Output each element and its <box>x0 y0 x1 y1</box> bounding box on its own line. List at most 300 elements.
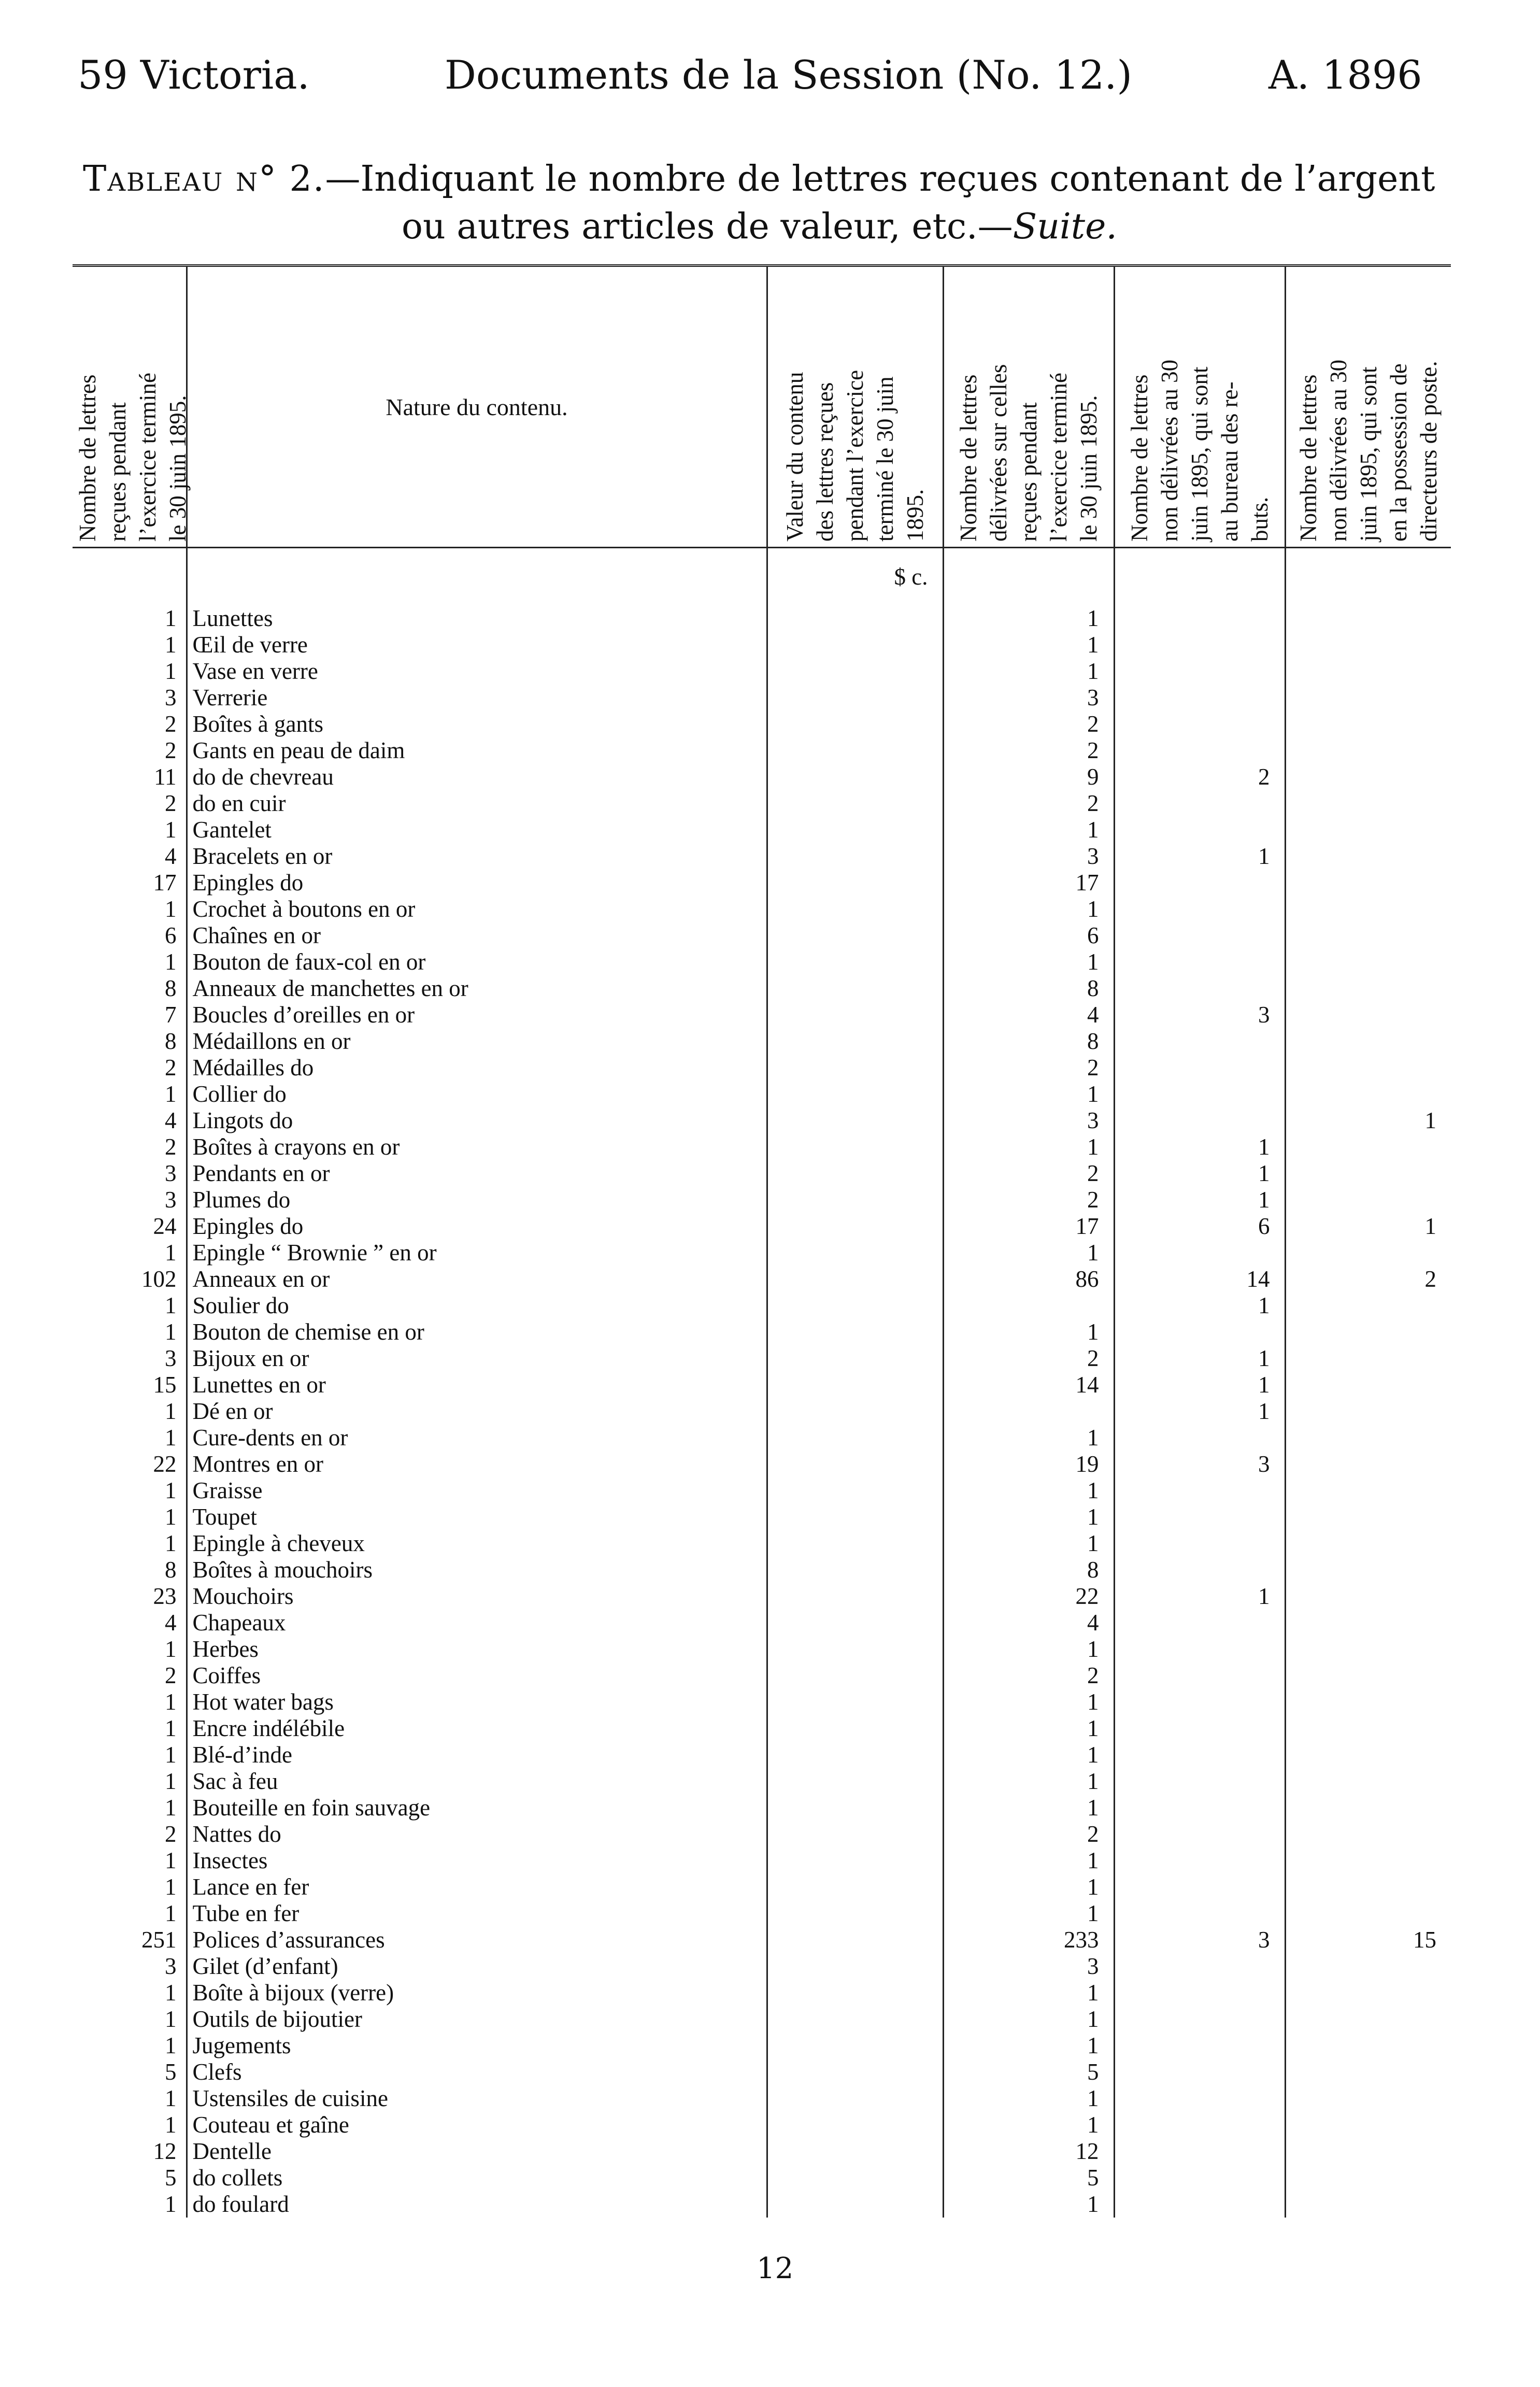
cell-dead-letter-office <box>1114 1715 1285 1742</box>
cell-count: 1 <box>165 1319 177 1345</box>
header-delivered-text: Nombre de lettres délivrées sur celles reçues pendant l’exercice terminé le 30 juin 1895. <box>956 364 1102 542</box>
cell-delivered: 9 <box>943 764 1114 790</box>
cell-delivered: 1 <box>943 2085 1114 2112</box>
cell-delivered: 1 <box>943 2112 1114 2138</box>
header-nature-text: Nature du contenu. <box>386 393 568 420</box>
table-row <box>73 1504 1451 1530</box>
cell-count: 1 <box>165 1477 177 1503</box>
table-row <box>73 658 1451 685</box>
cell-delivered: 2 <box>943 1821 1114 1848</box>
cell-nature: Hot water bags <box>187 1689 767 1715</box>
cell-value <box>767 2059 943 2085</box>
cell-value <box>767 2085 943 2112</box>
cell-delivered: 1 <box>943 1742 1114 1768</box>
cell-postmasters <box>1285 1795 1451 1821</box>
cell-nature: Lunettes <box>187 605 767 632</box>
cell-count: 1 <box>165 2085 177 2111</box>
cell-delivered: 1 <box>943 1477 1114 1504</box>
running-head <box>0 52 1540 109</box>
table-row <box>73 896 1451 922</box>
cell-count: 2 <box>165 790 177 816</box>
cell-count: 1 <box>165 1240 177 1266</box>
cell-dead-letter-office: 1 <box>1114 1187 1285 1213</box>
cell-count: 251 <box>141 1927 177 1953</box>
cell-nature: Chaînes en or <box>187 922 767 949</box>
header-nature <box>187 266 767 548</box>
cell-delivered: 1 <box>943 632 1114 658</box>
cell-delivered: 1 <box>943 658 1114 685</box>
cell-postmasters <box>1285 1372 1451 1398</box>
cell-dead-letter-office <box>1114 2165 1285 2191</box>
cell-delivered: 3 <box>943 843 1114 870</box>
cell-value <box>767 1187 943 1213</box>
cell-value <box>767 2165 943 2191</box>
table-row <box>73 1927 1451 1953</box>
cell-value <box>767 1134 943 1160</box>
cell-dead-letter-office <box>1114 1530 1285 1557</box>
cell-nature: Tube en fer <box>187 1900 767 1927</box>
cell-value <box>767 2006 943 2033</box>
cell-postmasters <box>1285 1557 1451 1583</box>
header-value-text: Valeur du contenu des lettres reçues pendant l’exercice terminé le 30 juin 1895. <box>782 370 928 542</box>
table-title-text-1: —Indiquant le nombre de lettres reçues contenant de l’argent <box>325 159 1435 200</box>
cell-count: 5 <box>165 2059 177 2085</box>
table-row <box>73 632 1451 658</box>
cell-value <box>767 1002 943 1028</box>
cell-nature: Bracelets en or <box>187 843 767 870</box>
units-cell <box>73 548 187 606</box>
cell-count: 102 <box>141 1266 177 1292</box>
cell-postmasters <box>1285 1530 1451 1557</box>
table-row <box>73 605 1451 632</box>
cell-nature: Outils de bijoutier <box>187 2006 767 2033</box>
cell-delivered: 3 <box>943 1107 1114 1134</box>
cell-nature: Epingles do <box>187 1213 767 1240</box>
cell-dead-letter-office <box>1114 2006 1285 2033</box>
table-title <box>83 155 1461 251</box>
cell-postmasters <box>1285 1134 1451 1160</box>
cell-delivered: 6 <box>943 922 1114 949</box>
cell-postmasters <box>1285 1980 1451 2006</box>
table-row <box>73 843 1451 870</box>
cell-dead-letter-office <box>1114 870 1285 896</box>
cell-count: 1 <box>165 2191 177 2217</box>
cell-delivered: 1 <box>943 1240 1114 1266</box>
cell-value <box>767 870 943 896</box>
cell-value <box>767 1319 943 1345</box>
cell-count: 8 <box>165 975 177 1001</box>
cell-delivered: 86 <box>943 1266 1114 1292</box>
table-row <box>73 1292 1451 1319</box>
cell-count: 1 <box>165 1742 177 1768</box>
cell-dead-letter-office <box>1114 1874 1285 1900</box>
cell-postmasters <box>1285 2165 1451 2191</box>
table-row <box>73 1319 1451 1345</box>
cell-nature: Bijoux en or <box>187 1345 767 1372</box>
units-cell <box>1285 548 1451 606</box>
cell-postmasters <box>1285 1636 1451 1663</box>
cell-dead-letter-office <box>1114 1319 1285 1345</box>
cell-postmasters <box>1285 2085 1451 2112</box>
cell-dead-letter-office <box>1114 2112 1285 2138</box>
cell-postmasters <box>1285 1081 1451 1107</box>
cell-nature: Insectes <box>187 1848 767 1874</box>
cell-dead-letter-office <box>1114 1081 1285 1107</box>
cell-nature: Plumes do <box>187 1187 767 1213</box>
table-row <box>73 1874 1451 1900</box>
cell-dead-letter-office: 1 <box>1114 1160 1285 1187</box>
cell-value <box>767 685 943 711</box>
cell-dead-letter-office <box>1114 711 1285 737</box>
table-row <box>73 2112 1451 2138</box>
cell-count: 1 <box>165 1636 177 1662</box>
cell-count: 1 <box>165 817 177 843</box>
cell-postmasters <box>1285 1398 1451 1425</box>
table-row <box>73 1980 1451 2006</box>
cell-postmasters <box>1285 1292 1451 1319</box>
table-row <box>73 2165 1451 2191</box>
cell-delivered: 17 <box>943 870 1114 896</box>
cell-dead-letter-office <box>1114 1028 1285 1055</box>
table-label: Tableau n° 2. <box>83 159 325 200</box>
cell-dead-letter-office <box>1114 605 1285 632</box>
cell-count: 1 <box>165 2006 177 2032</box>
cell-dead-letter-office: 1 <box>1114 1372 1285 1398</box>
cell-delivered: 5 <box>943 2059 1114 2085</box>
cell-nature: Clefs <box>187 2059 767 2085</box>
cell-nature: Lunettes en or <box>187 1372 767 1398</box>
cell-dead-letter-office <box>1114 817 1285 843</box>
cell-dead-letter-office: 3 <box>1114 1451 1285 1477</box>
cell-value <box>767 1821 943 1848</box>
cell-value <box>767 1028 943 1055</box>
cell-count: 11 <box>154 764 177 790</box>
cell-nature: Epingle à cheveux <box>187 1530 767 1557</box>
cell-count: 1 <box>165 605 177 631</box>
table-row <box>73 1848 1451 1874</box>
table-row <box>73 1107 1451 1134</box>
header-bureau-text: Nombre de lettres non délivrées au 30 juin 1895, qui sont au bureau des re- buts. <box>1127 359 1273 542</box>
cell-count: 6 <box>165 922 177 948</box>
cell-postmasters <box>1285 790 1451 817</box>
table-row <box>73 870 1451 896</box>
cell-delivered: 8 <box>943 1028 1114 1055</box>
cell-delivered: 2 <box>943 711 1114 737</box>
cell-dead-letter-office <box>1114 658 1285 685</box>
currency-units: $ c. <box>894 563 928 590</box>
table-row <box>73 1345 1451 1372</box>
cell-nature: Ustensiles de cuisine <box>187 2085 767 2112</box>
cell-count: 4 <box>165 1610 177 1636</box>
cell-dead-letter-office <box>1114 1477 1285 1504</box>
cell-dead-letter-office <box>1114 975 1285 1002</box>
cell-postmasters <box>1285 949 1451 975</box>
table-row <box>73 922 1451 949</box>
cell-postmasters <box>1285 1477 1451 1504</box>
cell-dead-letter-office: 1 <box>1114 1398 1285 1425</box>
cell-nature: Dentelle <box>187 2138 767 2165</box>
cell-nature: Médaillons en or <box>187 1028 767 1055</box>
cell-delivered: 1 <box>943 1715 1114 1742</box>
cell-dead-letter-office <box>1114 1055 1285 1081</box>
cell-postmasters <box>1285 1055 1451 1081</box>
cell-nature: do foulard <box>187 2191 767 2218</box>
cell-delivered: 1 <box>943 1874 1114 1900</box>
cell-delivered: 3 <box>943 685 1114 711</box>
cell-nature: Boîtes à mouchoirs <box>187 1557 767 1583</box>
cell-postmasters <box>1285 1900 1451 1927</box>
cell-count: 15 <box>153 1372 177 1398</box>
cell-dead-letter-office <box>1114 949 1285 975</box>
cell-delivered: 1 <box>943 1425 1114 1451</box>
cell-delivered: 2 <box>943 790 1114 817</box>
cell-nature: do collets <box>187 2165 767 2191</box>
cell-value <box>767 1240 943 1266</box>
cell-nature: Encre indélébile <box>187 1715 767 1742</box>
cell-value <box>767 1557 943 1583</box>
cell-value <box>767 737 943 764</box>
cell-count: 1 <box>165 1530 177 1556</box>
table-row <box>73 2033 1451 2059</box>
cell-value <box>767 1900 943 1927</box>
cell-postmasters <box>1285 711 1451 737</box>
cell-nature: Dé en or <box>187 1398 767 1425</box>
cell-delivered: 1 <box>943 1636 1114 1663</box>
cell-count: 2 <box>165 711 177 737</box>
cell-count: 24 <box>153 1213 177 1239</box>
cell-value <box>767 1636 943 1663</box>
cell-delivered: 1 <box>943 2191 1114 2218</box>
cell-postmasters <box>1285 2138 1451 2165</box>
cell-value <box>767 1768 943 1795</box>
cell-dead-letter-office <box>1114 737 1285 764</box>
units-cell <box>187 548 767 606</box>
cell-dead-letter-office <box>1114 1557 1285 1583</box>
table-title-line-1 <box>83 155 1461 203</box>
header-value <box>767 266 943 548</box>
cell-dead-letter-office <box>1114 1795 1285 1821</box>
cell-dead-letter-office <box>1114 1821 1285 1848</box>
cell-delivered: 1 <box>943 1795 1114 1821</box>
cell-count: 22 <box>153 1451 177 1477</box>
cell-delivered: 8 <box>943 1557 1114 1583</box>
cell-dead-letter-office <box>1114 2059 1285 2085</box>
table-row <box>73 1583 1451 1610</box>
cell-dead-letter-office <box>1114 2033 1285 2059</box>
cell-postmasters: 2 <box>1285 1266 1451 1292</box>
cell-postmasters <box>1285 1610 1451 1636</box>
suite-label: Suite. <box>1013 206 1117 247</box>
cell-value <box>767 1715 943 1742</box>
cell-nature: Cure-dents en or <box>187 1425 767 1451</box>
cell-nature: Montres en or <box>187 1451 767 1477</box>
table-row <box>73 1821 1451 1848</box>
cell-delivered: 19 <box>943 1451 1114 1477</box>
cell-nature: Lance en fer <box>187 1874 767 1900</box>
cell-dead-letter-office <box>1114 1900 1285 1927</box>
cell-nature: Bouton de faux-col en or <box>187 949 767 975</box>
cell-delivered: 1 <box>943 605 1114 632</box>
cell-count: 4 <box>165 1107 177 1133</box>
cell-count: 8 <box>165 1557 177 1583</box>
cell-value <box>767 1504 943 1530</box>
header-dead-letter-office <box>1114 266 1285 548</box>
cell-nature: Boîtes à gants <box>187 711 767 737</box>
cell-delivered: 1 <box>943 1980 1114 2006</box>
cell-nature: Mouchoirs <box>187 1583 767 1610</box>
cell-delivered: 1 <box>943 2006 1114 2033</box>
cell-postmasters <box>1285 1028 1451 1055</box>
cell-nature: Collier do <box>187 1081 767 1107</box>
table-row <box>73 1715 1451 1742</box>
cell-postmasters: 15 <box>1285 1927 1451 1953</box>
cell-delivered: 1 <box>943 896 1114 922</box>
cell-value <box>767 1980 943 2006</box>
table-row <box>73 1530 1451 1557</box>
cell-postmasters: 1 <box>1285 1213 1451 1240</box>
cell-value <box>767 1160 943 1187</box>
cell-postmasters <box>1285 1953 1451 1980</box>
cell-nature: Pendants en or <box>187 1160 767 1187</box>
cell-nature: Soulier do <box>187 1292 767 1319</box>
table-row <box>73 817 1451 843</box>
cell-nature: Bouteille en foin sauvage <box>187 1795 767 1821</box>
units-cell <box>943 548 1114 606</box>
cell-dead-letter-office: 3 <box>1114 1002 1285 1028</box>
cell-delivered: 4 <box>943 1002 1114 1028</box>
cell-nature: Lingots do <box>187 1107 767 1134</box>
cell-delivered: 2 <box>943 1663 1114 1689</box>
cell-dead-letter-office <box>1114 1107 1285 1134</box>
cell-delivered: 1 <box>943 1530 1114 1557</box>
cell-nature: Gilet (d’enfant) <box>187 1953 767 1980</box>
cell-postmasters <box>1285 870 1451 896</box>
cell-count: 2 <box>165 1663 177 1688</box>
cell-postmasters <box>1285 1504 1451 1530</box>
cell-value <box>767 2191 943 2218</box>
cell-count: 1 <box>165 1848 177 1873</box>
cell-value <box>767 2112 943 2138</box>
table-row <box>73 2191 1451 2218</box>
table-row <box>73 1398 1451 1425</box>
table-row <box>73 1134 1451 1160</box>
cell-nature: Polices d’assurances <box>187 1927 767 1953</box>
table-row <box>73 975 1451 1002</box>
cell-value <box>767 1663 943 1689</box>
cell-dead-letter-office <box>1114 1848 1285 1874</box>
table-row <box>73 2006 1451 2033</box>
cell-delivered: 8 <box>943 975 1114 1002</box>
cell-postmasters <box>1285 1160 1451 1187</box>
header-count <box>73 266 191 548</box>
cell-nature: Médailles do <box>187 1055 767 1081</box>
cell-postmasters <box>1285 975 1451 1002</box>
cell-value <box>767 764 943 790</box>
cell-postmasters <box>1285 2191 1451 2218</box>
cell-count: 1 <box>165 632 177 658</box>
cell-postmasters <box>1285 1345 1451 1372</box>
table-title-line-2 <box>83 203 1461 251</box>
table-row <box>73 1213 1451 1240</box>
cell-value <box>767 975 943 1002</box>
cell-nature: do de chevreau <box>187 764 767 790</box>
cell-postmasters <box>1285 1742 1451 1768</box>
cell-value <box>767 1292 943 1319</box>
cell-delivered: 14 <box>943 1372 1114 1398</box>
cell-value <box>767 1795 943 1821</box>
cell-postmasters <box>1285 1848 1451 1874</box>
table-row <box>73 1451 1451 1477</box>
cell-dead-letter-office <box>1114 2085 1285 2112</box>
cell-postmasters <box>1285 843 1451 870</box>
cell-delivered: 3 <box>943 1953 1114 1980</box>
cell-delivered <box>943 1292 1114 1319</box>
cell-nature: Jugements <box>187 2033 767 2059</box>
contents-table <box>73 264 1451 2218</box>
table-row <box>73 1689 1451 1715</box>
cell-dead-letter-office <box>1114 685 1285 711</box>
page-number: 12 <box>757 2252 794 2285</box>
cell-dead-letter-office: 14 <box>1114 1266 1285 1292</box>
cell-delivered: 1 <box>943 2033 1114 2059</box>
cell-count: 2 <box>165 1134 177 1160</box>
table-row <box>73 1160 1451 1187</box>
table-row <box>73 1002 1451 1028</box>
table-body <box>73 548 1451 2218</box>
cell-value <box>767 1742 943 1768</box>
cell-count: 1 <box>165 1689 177 1715</box>
cell-count: 1 <box>165 1081 177 1107</box>
table-row <box>73 1768 1451 1795</box>
cell-count: 3 <box>165 685 177 711</box>
table-row <box>73 1055 1451 1081</box>
cell-nature: Nattes do <box>187 1821 767 1848</box>
cell-nature: Œil de verre <box>187 632 767 658</box>
cell-nature: Vase en verre <box>187 658 767 685</box>
cell-count: 4 <box>165 843 177 869</box>
cell-dead-letter-office <box>1114 1953 1285 1980</box>
cell-value <box>767 1927 943 1953</box>
cell-delivered: 1 <box>943 817 1114 843</box>
cell-value <box>767 922 943 949</box>
table-header <box>73 266 1451 548</box>
table-row <box>73 1425 1451 1451</box>
cell-nature: Epingle “ Brownie ” en or <box>187 1240 767 1266</box>
cell-postmasters <box>1285 1319 1451 1345</box>
cell-postmasters <box>1285 1583 1451 1610</box>
cell-delivered: 1 <box>943 1848 1114 1874</box>
table-row <box>73 1372 1451 1398</box>
cell-value <box>767 1398 943 1425</box>
table-row <box>73 1187 1451 1213</box>
cell-nature: Anneaux de manchettes en or <box>187 975 767 1002</box>
cell-count: 2 <box>165 1821 177 1847</box>
header-delivered <box>943 266 1114 548</box>
cell-count: 7 <box>165 1002 177 1028</box>
cell-postmasters <box>1285 2112 1451 2138</box>
cell-delivered: 2 <box>943 1160 1114 1187</box>
cell-count: 23 <box>153 1583 177 1609</box>
cell-nature: Coiffes <box>187 1663 767 1689</box>
table-row <box>73 1610 1451 1636</box>
cell-count: 1 <box>165 1980 177 2006</box>
cell-postmasters <box>1285 1821 1451 1848</box>
cell-dead-letter-office: 3 <box>1114 1927 1285 1953</box>
cell-dead-letter-office <box>1114 1610 1285 1636</box>
cell-dead-letter-office <box>1114 2138 1285 2165</box>
cell-value <box>767 1689 943 1715</box>
cell-delivered: 1 <box>943 1134 1114 1160</box>
